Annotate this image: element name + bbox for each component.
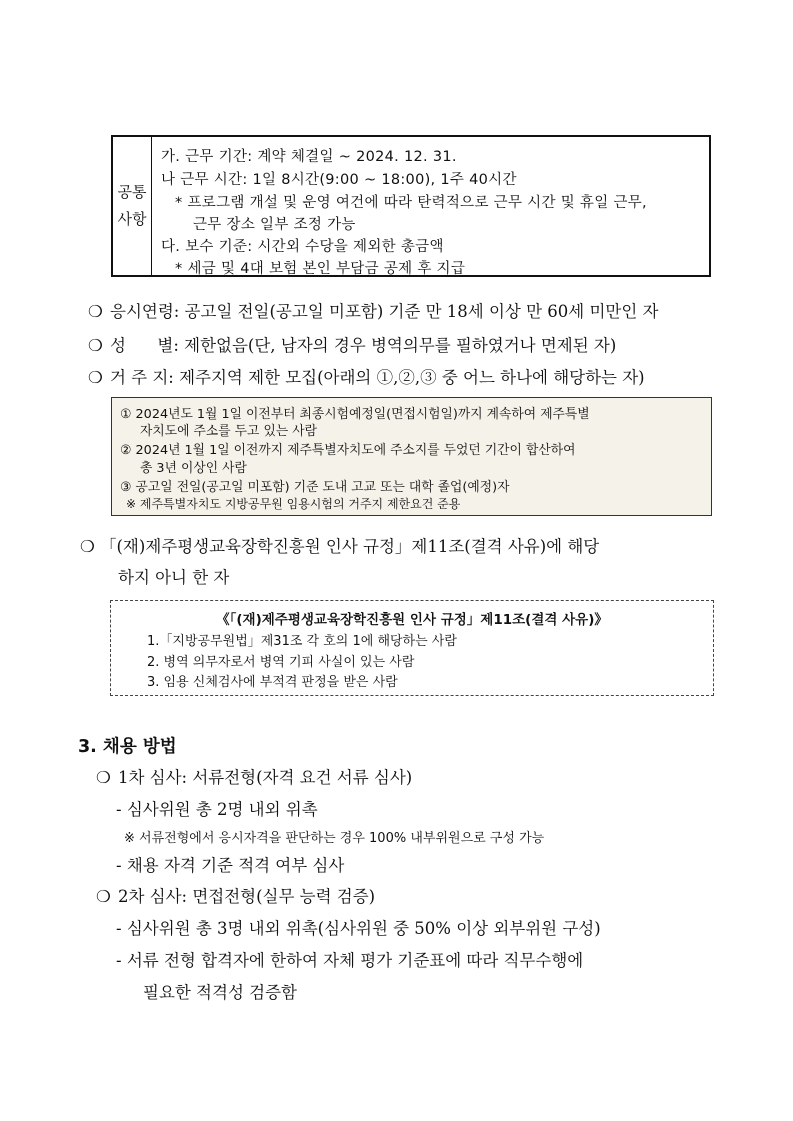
first-review-item-1: - 심사위원 총 2명 내외 위촉 bbox=[116, 800, 318, 819]
disqualification-rule-box bbox=[110, 600, 714, 696]
rule-item-3: 3. 임용 신체검사에 부적격 판정을 받은 사람 bbox=[147, 675, 398, 690]
disqualification-requirement bbox=[80, 533, 599, 557]
rule-item-1: 1.「지방공무원법」제31조 각 호의 1에 해당하는 사람 bbox=[147, 634, 457, 649]
work-period: 가. 근무 기간: 계약 체결일 ~ 2024. 12. 31. bbox=[161, 149, 457, 165]
bullet-circle-icon: ❍ bbox=[96, 887, 111, 906]
common-terms-label-cell bbox=[113, 137, 152, 275]
residence-note: ※ 제주특별자치도 지방공무원 임용시험의 거주지 제한요건 준용 bbox=[126, 497, 461, 511]
second-review-item-2: - 서류 전형 합격자에 한하여 자체 평가 기준표에 따라 직무수행에 bbox=[116, 951, 584, 970]
work-hours-note: * 프로그램 개설 및 운영 여건에 따라 탄력적으로 근무 시간 및 휴일 근무, bbox=[175, 195, 647, 211]
residence-condition-2-cont: 총 3년 이상인 사람 bbox=[140, 461, 247, 476]
residence-condition-1-cont: 자치도에 주소를 두고 있는 사람 bbox=[140, 424, 317, 439]
second-review-item-2-cont: 필요한 적격성 검증함 bbox=[143, 983, 297, 1002]
residence-requirement bbox=[88, 364, 645, 388]
pay-note: * 세금 및 4대 보험 본인 부담금 공제 후 지급 bbox=[175, 261, 466, 277]
second-review-item-1: - 심사위원 총 3명 내외 위촉(심사위원 중 50% 이상 외부위원 구성) bbox=[116, 919, 601, 938]
first-review bbox=[96, 764, 412, 788]
second-review bbox=[96, 883, 375, 907]
disqualification-text: 「(재)제주평생교육장학진흥원 인사 규정」제11조(결격 사유)에 해당 bbox=[100, 537, 600, 556]
pay-standard: 다. 보수 기준: 시간외 수당을 제외한 총금액 bbox=[161, 239, 444, 255]
second-review-text: 2차 심사: 면접전형(실무 능력 검증) bbox=[118, 887, 376, 906]
gender-requirement bbox=[88, 332, 616, 356]
age-requirement bbox=[88, 298, 658, 322]
disqualification-text-cont: 하지 아니 한 자 bbox=[118, 568, 230, 587]
work-hours: 나 근무 시간: 1일 8시간(9:00 ~ 18:00), 1주 40시간 bbox=[161, 172, 517, 188]
bullet-circle-icon: ❍ bbox=[88, 368, 103, 387]
age-requirement-text: 응시연령: 공고일 전일(공고일 미포함) 기준 만 18세 이상 만 60세 미만인 자 bbox=[110, 302, 659, 321]
bullet-circle-icon: ❍ bbox=[88, 302, 103, 321]
residence-requirement-text: 거 주 지: 제주지역 제한 모집(아래의 ①,②,③ 중 어느 하나에 해당하는 자) bbox=[110, 368, 645, 387]
common-terms-table bbox=[111, 135, 711, 277]
first-review-item-2: - 채용 자격 기준 적격 여부 심사 bbox=[116, 856, 345, 875]
first-review-text: 1차 심사: 서류전형(자격 요건 서류 심사) bbox=[118, 768, 413, 787]
bullet-circle-icon: ❍ bbox=[96, 768, 111, 787]
bullet-circle-icon: ❍ bbox=[80, 537, 95, 556]
section-heading-recruitment: 3. 채용 방법 bbox=[78, 737, 177, 757]
residence-condition-1: ① 2024년도 1월 1일 이전부터 최종시험예정일(면접시험일)까지 계속하여 제주특별 bbox=[120, 407, 590, 422]
first-review-note: ※ 서류전형에서 응시자격을 판단하는 경우 100% 내부위원으로 구성 가능 bbox=[124, 831, 545, 846]
common-terms-label: 공통 사항 bbox=[117, 183, 147, 228]
residence-conditions-box bbox=[111, 397, 712, 516]
rule-box-title: 《「(재)제주평생교육장학진흥원 인사 규정」제11조(결격 사유)》 bbox=[216, 612, 608, 628]
rule-item-2: 2. 병역 의무자로서 병역 기피 사실이 있는 사람 bbox=[147, 655, 415, 670]
work-hours-note-cont: 근무 장소 일부 조정 가능 bbox=[193, 217, 356, 233]
bullet-circle-icon: ❍ bbox=[88, 336, 103, 355]
residence-condition-3: ③ 공고일 전일(공고일 미포함) 기준 도내 고교 또는 대학 졸업(예정)자 bbox=[120, 480, 510, 495]
gender-requirement-text: 성 별: 제한없음(단, 남자의 경우 병역의무를 필하였거나 면제된 자) bbox=[110, 336, 617, 355]
residence-condition-2: ② 2024년 1월 1일 이전까지 제주특별자치도에 주소지를 두었던 기간이 합산하여 bbox=[120, 443, 576, 458]
